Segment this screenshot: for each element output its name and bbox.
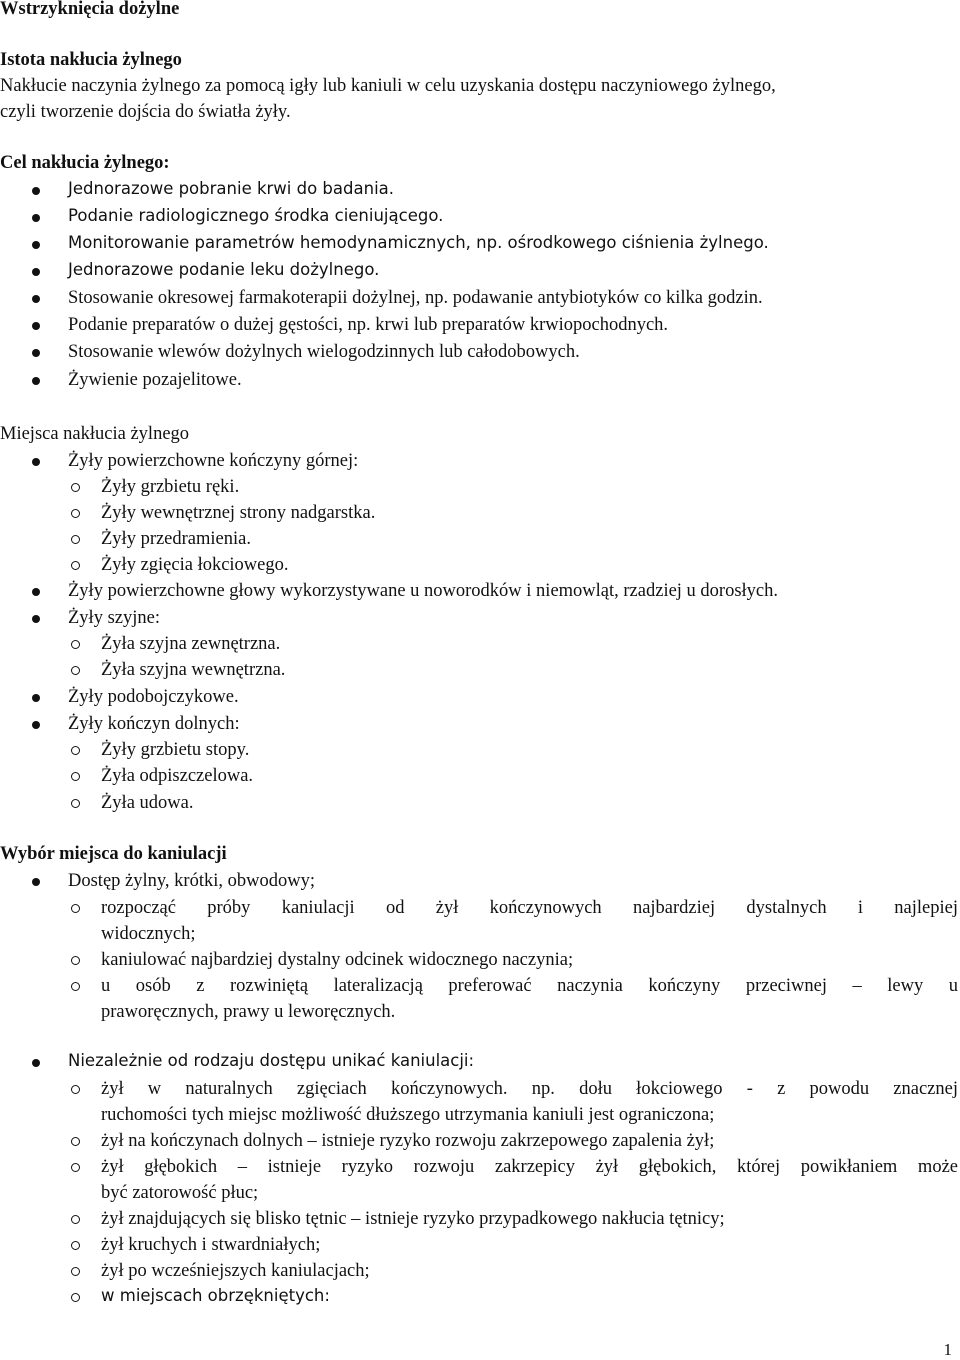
list-item: Żyły grzbietu ręki. [101, 477, 240, 497]
circle-bullet-icon [71, 1163, 80, 1172]
list-item-continuation: być zatorowość płuc; [101, 1183, 259, 1203]
circle-bullet-icon [71, 956, 80, 965]
list-item: Monitorowanie parametrów hemodynamicznych, np. ośrodkowego ciśnienia żylnego. [68, 233, 769, 252]
circle-bullet-icon [71, 640, 80, 649]
list-item: u osób z rozwiniętą lateralizacją preferować naczynia kończyny przeciwnej – lewy u [101, 976, 958, 996]
list-item: Żyły przedramienia. [101, 529, 251, 549]
list-item: w miejscach obrzękniętych: [101, 1286, 330, 1305]
bullet-icon [32, 241, 40, 249]
list-item-continuation: ruchomości tych miejsc możliwość dłuższego utrzymania kaniuli jest ograniczona; [101, 1105, 715, 1125]
paragraph-line: czyli tworzenie dojścia do światła żyły. [0, 102, 291, 122]
circle-bullet-icon [71, 509, 80, 518]
bullet-icon [32, 694, 40, 702]
circle-bullet-icon [71, 1293, 80, 1302]
bullet-icon [32, 458, 40, 466]
list-item: Żywienie pozajelitowe. [68, 370, 242, 390]
list-item: Żyły powierzchowne kończyny górnej: [68, 451, 359, 471]
bullet-icon [32, 295, 40, 303]
list-item: Żyły grzbietu stopy. [101, 740, 250, 760]
list-item: żył po wcześniejszych kaniulacjach; [101, 1261, 370, 1281]
section-heading: Wybór miejsca do kaniulacji [0, 844, 227, 864]
list-item: Podanie radiologicznego środka cieniującego. [68, 206, 444, 225]
circle-bullet-icon [71, 799, 80, 808]
bullet-icon [32, 187, 40, 195]
circle-bullet-icon [71, 982, 80, 991]
bullet-icon [32, 721, 40, 729]
list-item: Żyła odpiszczelowa. [101, 766, 254, 786]
section-heading: Cel nakłucia żylnego: [0, 153, 170, 173]
circle-bullet-icon [71, 746, 80, 755]
list-item: Żyły zgięcia łokciowego. [101, 555, 289, 575]
circle-bullet-icon [71, 666, 80, 675]
circle-bullet-icon [71, 1137, 80, 1146]
list-item: Żyły powierzchowne głowy wykorzystywane u noworodków i niemowląt, rzadziej u dorosłych. [68, 581, 779, 601]
bullet-icon [32, 878, 40, 886]
list-item: Stosowanie wlewów dożylnych wielogodzinnych lub całodobowych. [68, 342, 580, 362]
list-item: kaniulować najbardziej dystalny odcinek widocznego naczynia; [101, 950, 574, 970]
bullet-icon [32, 1059, 40, 1067]
list-item: Stosowanie okresowej farmakoterapii dożylnej, np. podawanie antybiotyków co kilka godzin. [68, 288, 763, 308]
section-heading: Miejsca nakłucia żylnego [0, 424, 190, 444]
circle-bullet-icon [71, 535, 80, 544]
list-item: Jednorazowe pobranie krwi do badania. [68, 179, 395, 198]
bullet-icon [32, 349, 40, 357]
circle-bullet-icon [71, 772, 80, 781]
list-item: żył znajdujących się blisko tętnic – istnieje ryzyko przypadkowego nakłucia tętnicy; [101, 1209, 725, 1229]
list-item: Żyły kończyn dolnych: [68, 714, 240, 734]
circle-bullet-icon [71, 1267, 80, 1276]
list-item: Żyła udowa. [101, 793, 194, 813]
list-item-continuation: praworęcznych, prawy u leworęcznych. [101, 1002, 396, 1022]
section-heading: Istota nakłucia żylnego [0, 50, 182, 70]
paragraph-line: Nakłucie naczynia żylnego za pomocą igły lub kaniuli w celu uzyskania dostępu naczyniowego żylnego, [0, 76, 776, 96]
circle-bullet-icon [71, 1215, 80, 1224]
circle-bullet-icon [71, 904, 80, 913]
bullet-icon [32, 377, 40, 385]
list-item: żył na kończynach dolnych – istnieje ryzyko rozwoju zakrzepowego zapalenia żył; [101, 1131, 715, 1151]
list-item: Niezależnie od rodzaju dostępu unikać kaniulacji: [68, 1051, 475, 1070]
bullet-icon [32, 268, 40, 276]
bullet-icon [32, 615, 40, 623]
list-item-continuation: widocznych; [101, 924, 196, 944]
list-item: Dostęp żylny, krótki, obwodowy; [68, 871, 315, 891]
list-item: Jednorazowe podanie leku dożylnego. [68, 260, 380, 279]
bullet-icon [32, 588, 40, 596]
list-item: Żyła szyjna wewnętrzna. [101, 660, 286, 680]
list-item: Żyła szyjna zewnętrzna. [101, 634, 281, 654]
circle-bullet-icon [71, 561, 80, 570]
list-item: żył kruchych i stwardniałych; [101, 1235, 321, 1255]
list-item: żył w naturalnych zgięciach kończynowych. np. dołu łokciowego - z powodu znacznej [101, 1079, 958, 1099]
page-number: 1 [943, 1340, 952, 1359]
list-item: Żyły wewnętrznej strony nadgarstka. [101, 503, 376, 523]
list-item: rozpocząć próby kaniulacji od żył kończynowych najbardziej dystalnych i najlepiej [101, 898, 958, 918]
circle-bullet-icon [71, 1085, 80, 1094]
bullet-icon [32, 214, 40, 222]
list-item: Żyły podobojczykowe. [68, 687, 239, 707]
list-item: Żyły szyjne: [68, 608, 160, 628]
list-item: żył głębokich – istnieje ryzyko rozwoju zakrzepicy żył głębokich, której powikłaniem może [101, 1157, 958, 1177]
list-item: Podanie preparatów o dużej gęstości, np. krwi lub preparatów krwiopochodnych. [68, 315, 669, 335]
circle-bullet-icon [71, 483, 80, 492]
circle-bullet-icon [71, 1241, 80, 1250]
document-title: Wstrzyknięcia dożylne [0, 0, 180, 19]
bullet-icon [32, 322, 40, 330]
